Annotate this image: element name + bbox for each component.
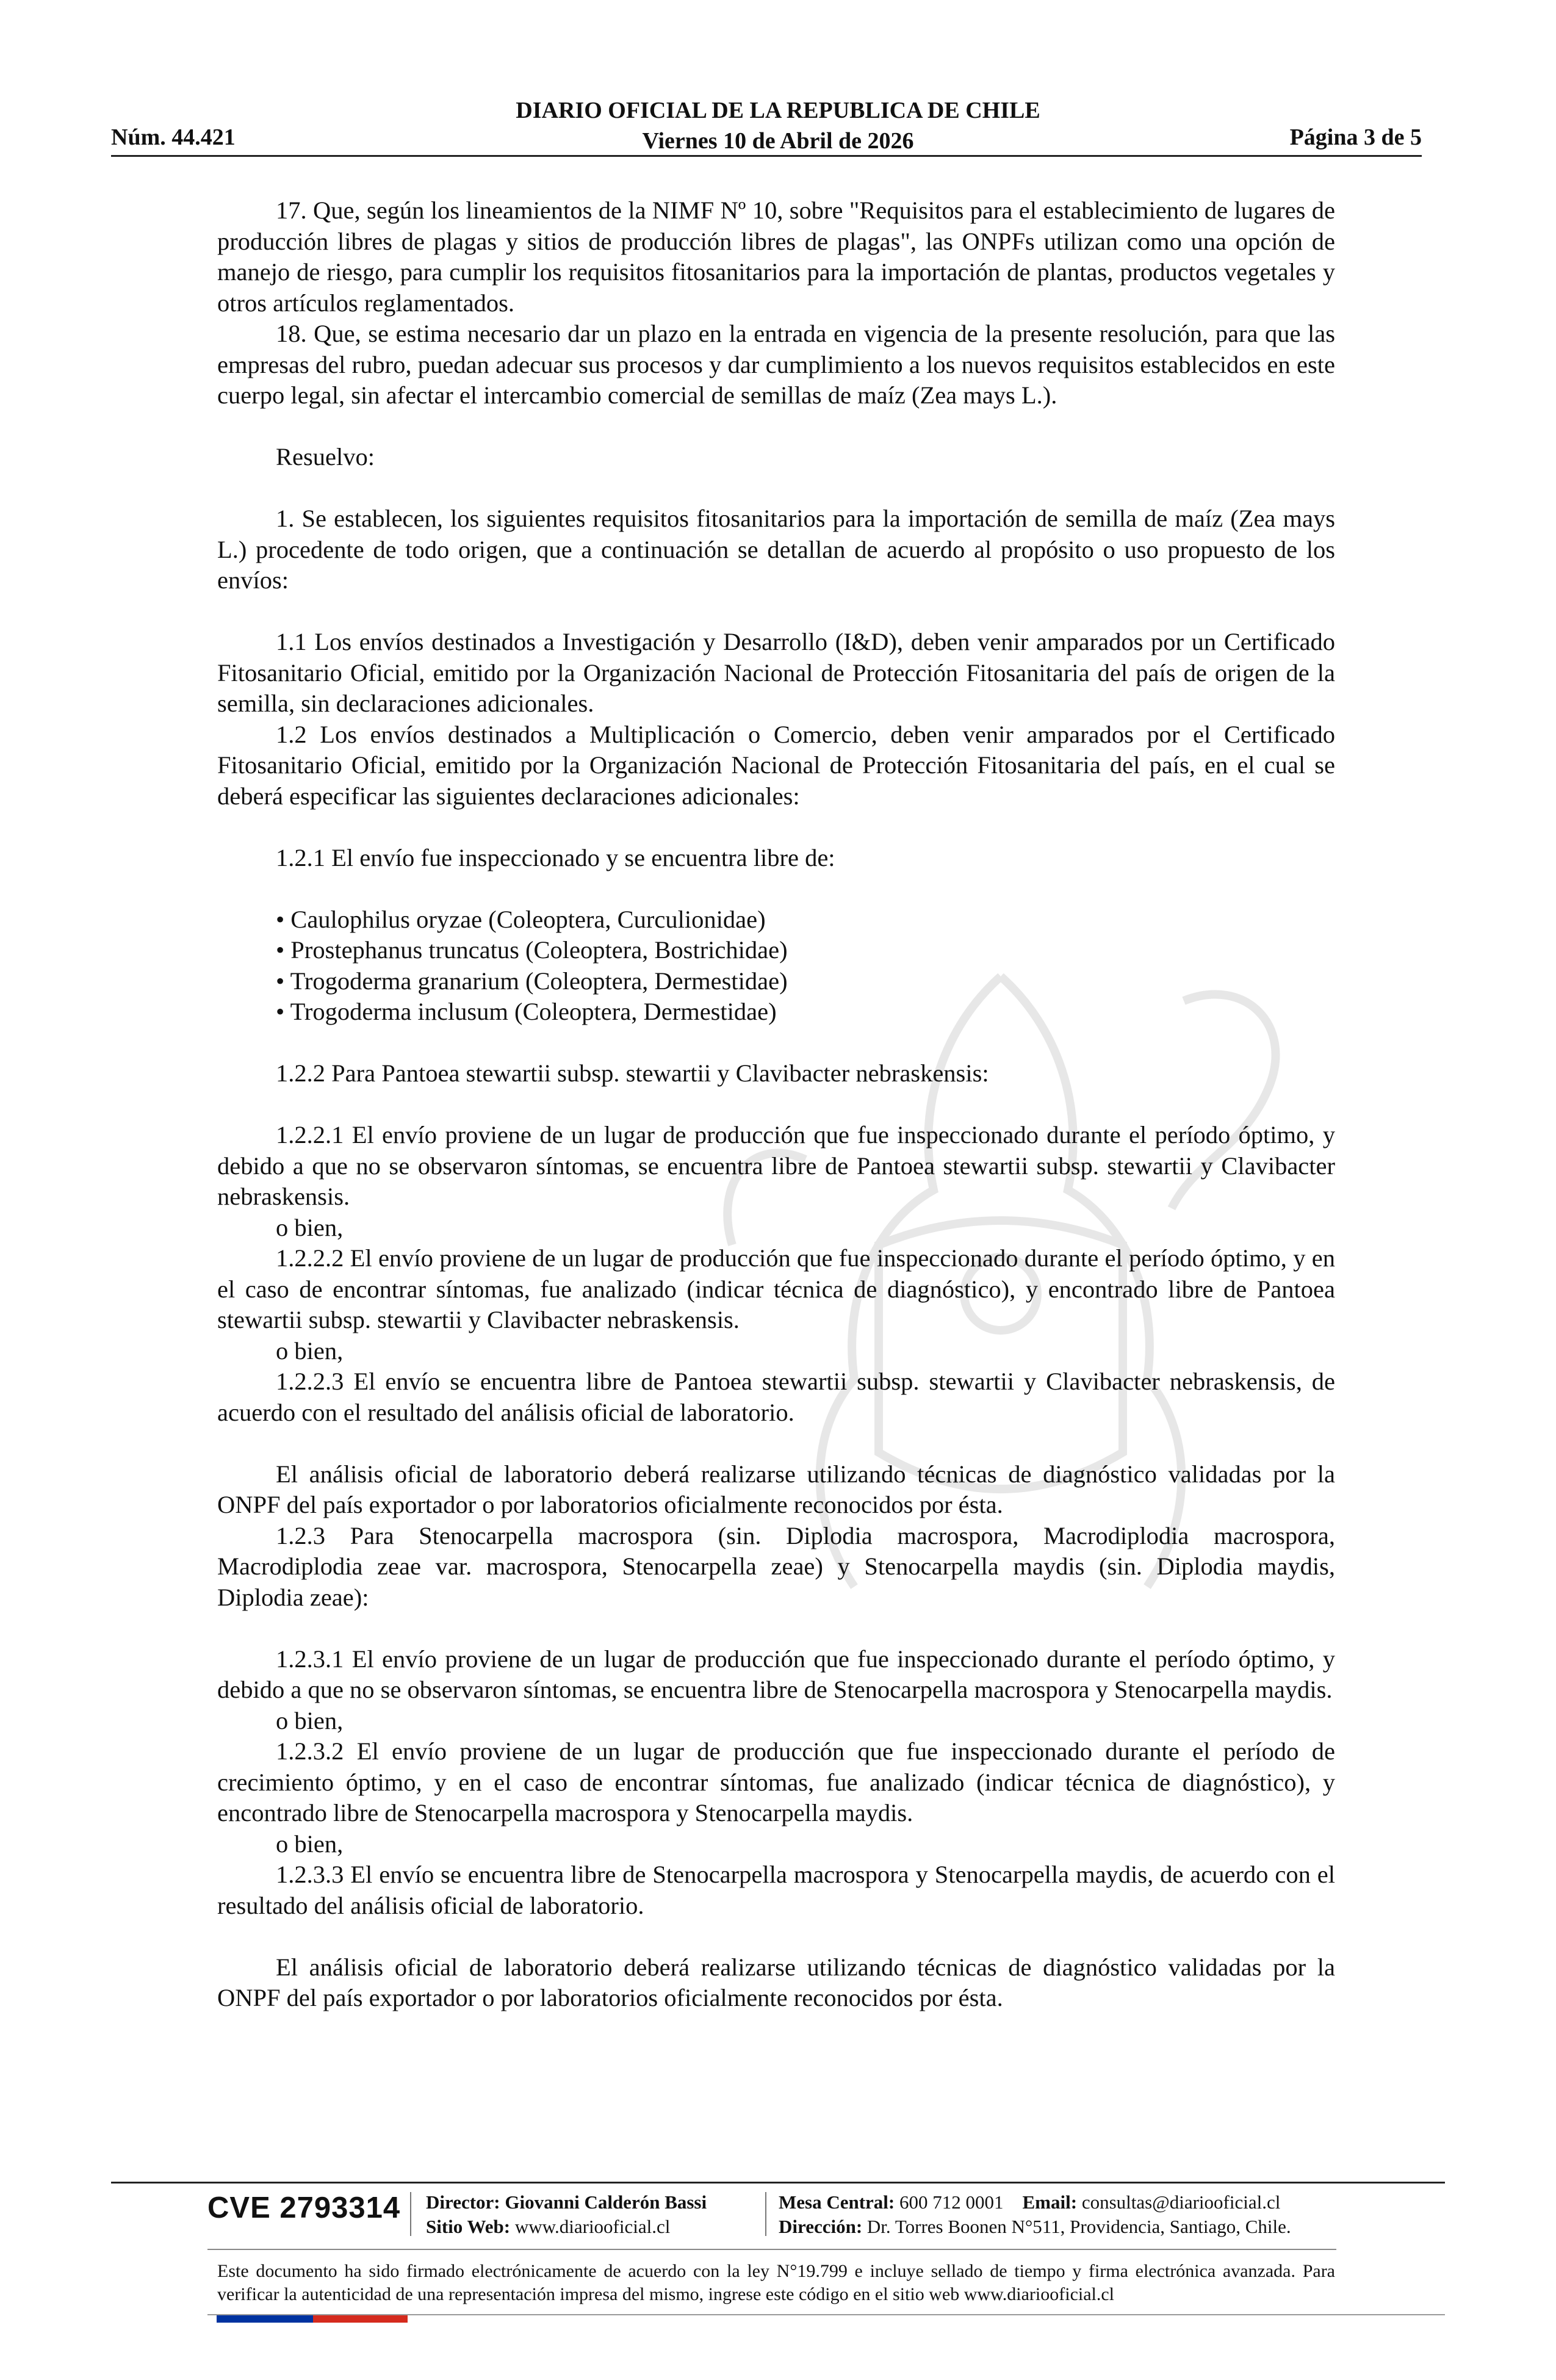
footer-divider [111, 2182, 1445, 2183]
o-bien: o bien, [276, 1336, 344, 1365]
site-link[interactable]: www.diariooficial.cl [514, 2216, 671, 2237]
flag-stripe-red [313, 2315, 408, 2323]
header-divider [111, 155, 1422, 157]
lab-analysis-note: El análisis oficial de laboratorio deberá realizarse utilizando técnicas de diagnóstico validadas por la ONPF del país exportador o por laboratorios oficialmente reconocidos por ésta. [217, 1953, 1335, 2011]
cve-code: CVE 2793314 [207, 2191, 401, 2224]
journal-title: DIARIO OFICIAL DE LA REPUBLICA DE CHILE [516, 98, 1040, 123]
section-1-2-2-1: 1.2.2.1 El envío proviene de un lugar de producción que fue inspeccionado durante el período óptimo, y debido a que no se observaron síntomas, se encuentra libre de Pantoea stewartii subsp. stewartii y Clavibacter nebraskensis. [217, 1121, 1335, 1210]
section-1-2-3-2: 1.2.3.2 El envío proviene de un lugar de producción que fue inspeccionado durante el período de crecimiento óptimo, y en el caso de encontrar síntomas, fue analizado (indicar técnica de diagnóstico), y encontrado libre de Stenocarpella macrospora y Stenocarpella maydis. [217, 1737, 1335, 1826]
lab-analysis-note: El análisis oficial de laboratorio deberá realizarse utilizando técnicas de diagnóstico validadas por la ONPF del país exportador o por laboratorios oficialmente reconocidos por ésta. [217, 1460, 1335, 1518]
address-value: Dr. Torres Boonen N°511, Providencia, Santiago, Chile. [866, 2216, 1291, 2237]
section-1-2-2-2: 1.2.2.2 El envío proviene de un lugar de producción que fue inspeccionado durante el período óptimo, y en el caso de encontrar síntomas, fue analizado (indicar técnica de diagnóstico), y encontrado libre de Pantoea stewartii subsp. stewartii y Clavibacter nebraskensis. [217, 1244, 1335, 1333]
site-label: Sitio Web: [426, 2216, 511, 2237]
footer-separator [410, 2192, 411, 2236]
section-1-2-3-1: 1.2.3.1 El envío proviene de un lugar de producción que fue inspeccionado durante el período óptimo, y debido a que no se observaron síntomas, se encuentra libre de Stenocarpella macrospora y Stenocarpella maydis. [217, 1645, 1335, 1703]
mesa-label: Mesa Central: [779, 2191, 895, 2213]
director-label: Director: [426, 2191, 500, 2213]
section-1-2-3-3: 1.2.3.3 El envío se encuentra libre de Stenocarpella macrospora y Stenocarpella maydis, de acuerdo con el resultado del análisis oficial de laboratorio. [217, 1861, 1335, 1919]
document-body [217, 195, 1335, 2014]
address-label: Dirección: [779, 2216, 863, 2237]
footer-separator [765, 2192, 766, 2236]
section-1-2-1: 1.2.1 El envío fue inspeccionado y se encuentra libre de: [276, 843, 835, 871]
mesa-phone: 600 712 0001 [899, 2191, 1004, 2213]
director-name: Giovanni Calderón Bassi [505, 2191, 707, 2213]
issue-number: Núm. 44.421 [111, 124, 236, 150]
pest-item: • Trogoderma granarium (Coleoptera, Dermestidae) [276, 967, 788, 995]
paragraph-17: 17. Que, según los lineamientos de la NIMF Nº 10, sobre "Requisitos para el establecimiento de lugares de producción libres de plagas y sitios de producción libres de plagas", las ONPFs utilizan como una opción de manejo de riesgo, para cumplir los requisitos fitosanitarios para la importación de plantas, productos vegetales y otros artículos reglamentados. [217, 197, 1335, 317]
o-bien: o bien, [276, 1830, 344, 1858]
section-1: 1. Se establecen, los siguientes requisitos fitosanitarios para la importación de semilla de maíz (Zea mays L.) procedente de todo origen, que a continuación se detallan de acuerdo al propósito o uso propuesto de los envíos: [217, 505, 1335, 594]
email-link[interactable]: consultas@diariooficial.cl [1081, 2191, 1281, 2213]
section-1-1: 1.1 Los envíos destinados a Investigación y Desarrollo (I&D), deben venir amparados por un Certificado Fitosanitario Oficial, emitido por la Organización Nacional de Protección Fitosanitaria del país de origen de la semilla, sin declaraciones adicionales. [217, 628, 1335, 717]
section-1-2-2-3: 1.2.2.3 El envío se encuentra libre de Pantoea stewartii subsp. stewartii y Clavibacter nebraskensis, de acuerdo con el resultado del análisis oficial de laboratorio. [217, 1368, 1335, 1426]
flag-stripe-blue [217, 2315, 313, 2323]
page-number: Página 3 de 5 [1289, 124, 1422, 150]
pest-item: • Trogoderma inclusum (Coleoptera, Dermestidae) [276, 998, 777, 1025]
o-bien: o bien, [276, 1706, 344, 1734]
issue-date: Viernes 10 de Abril de 2026 [642, 128, 914, 154]
paragraph-18: 18. Que, se estima necesario dar un plazo en la entrada en vigencia de la presente resolución, para que las empresas del rubro, puedan adecuar sus procesos y dar cumplimiento a los nuevos requisitos establecidos en este cuerpo legal, sin afectar el intercambio comercial de semillas de maíz (Zea mays L.). [217, 320, 1335, 409]
section-1-2-2: 1.2.2 Para Pantoea stewartii subsp. stewartii y Clavibacter nebraskensis: [276, 1059, 989, 1087]
section-1-2-3: 1.2.3 Para Stenocarpella macrospora (sin. Diplodia macrospora, Macrodiplodia macrospora, Macrodiplodia zeae var. macrospora, Stenocarpella zeae) y Stenocarpella maydis (sin. Diplodia maydis, Diplodia zeae): [217, 1521, 1335, 1611]
signature-note: Este documento ha sido firmado electrónicamente de acuerdo con la ley N°19.799 e incluye sellado de tiempo y firma electrónica avanzada. Para verificar la autenticidad de una representación impresa del mismo, ingrese este código en el sitio web www.diariooficial.cl [217, 2261, 1335, 2304]
pest-item: • Caulophilus oryzae (Coleoptera, Curculionidae) [276, 905, 766, 933]
email-label: Email: [1022, 2191, 1078, 2213]
footer-contact-block [779, 2190, 1291, 2239]
footer-divider-thin [207, 2249, 1336, 2250]
pest-item: • Prostephanus truncatus (Coleoptera, Bostrichidae) [276, 936, 788, 964]
o-bien: o bien, [276, 1213, 344, 1241]
section-1-2: 1.2 Los envíos destinados a Multiplicación o Comercio, deben venir amparados por el Certificado Fitosanitario Oficial, emitido por la Organización Nacional de Protección Fitosanitaria del país, en el cual se deberá especificar las siguientes declaraciones adicionales: [217, 720, 1335, 810]
resuelvo-heading: Resuelvo: [276, 443, 375, 471]
footer-director-block [426, 2190, 707, 2239]
